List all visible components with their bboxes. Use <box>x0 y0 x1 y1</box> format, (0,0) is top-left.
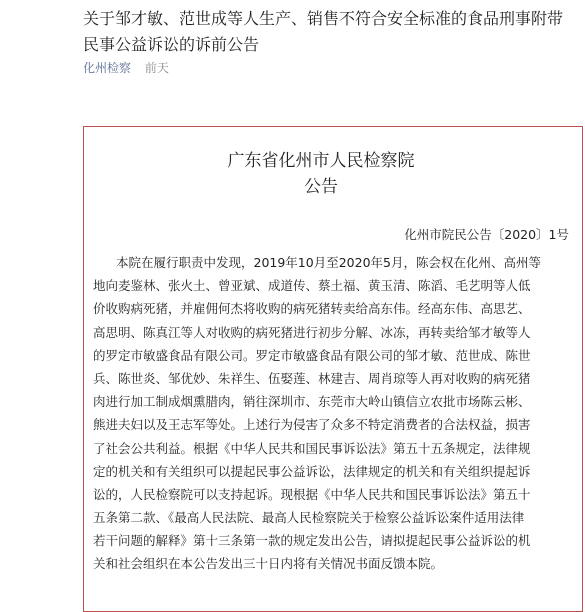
notice-body-line: 高思明、陈真江等人对收购的病死猪进行初步分解、冰冻，再转卖给邹才敏等人 <box>93 324 531 340</box>
notice-body-line: 熊进夫妇以及王志军等处。上述行为侵害了众多不特定消费者的合法权益，损害 <box>93 417 531 433</box>
notice-body-line: 地向麦鉴林、张火土、曾亚斌、成道传、蔡土福、黄玉清、陈滔、毛艺明等人低 <box>93 278 531 294</box>
notice-doc-type: 公告 <box>304 177 338 197</box>
notice-body-line: 肉进行加工制成烟熏腊肉，销往深圳市、东莞市大岭山镇信立农批市场陈云彬、 <box>93 394 531 410</box>
notice-body-line: 五条第二款、《最高人民法院、最高人民检察院关于检察公益诉讼案件适用法律 <box>93 510 525 526</box>
publish-time: 前天 <box>144 61 169 75</box>
article-meta <box>83 60 169 76</box>
notice-body-line: 关和社会组织在本公告发出三十日内将有关情况书面反馈本院。 <box>93 556 444 572</box>
notice-org-title: 广东省化州市人民检察院 <box>227 151 415 171</box>
notice-body-line: 定的机关和有关组织可以提起民事公益诉讼，法律规定的机关和有关组织提起诉 <box>93 463 531 479</box>
notice-body-line: 本院在履行职责中发现，2019年10月至2020年5月，陈会权在化州、高州等 <box>116 255 541 270</box>
notice-body-line: 若干问题的解释》第十三条第一款的规定发出公告，请拟提起民事公益诉讼的机 <box>93 533 531 549</box>
article-title: 关于邹才敏、范世成等人生产、销售不符合安全标准的食品刑事附带民事公益诉讼的诉前公告 <box>83 9 564 54</box>
notice-body-line: 讼的，人民检察院可以支持起诉。现根据《中华人民共和国民事诉讼法》第五十 <box>93 486 531 502</box>
notice-body <box>93 251 563 576</box>
notice-body-line: 兵、陈世炎、邹优妙、朱祥生、伍娶莲、林建吉、周肖琼等人再对收购的病死猪 <box>93 370 531 386</box>
account-name-link[interactable]: 化州检察 <box>83 61 132 75</box>
notice-body-line: 的罗定市敏盛食品有限公司。罗定市敏盛食品有限公司的邹才敏、范世成、陈世 <box>93 347 531 363</box>
notice-body-line: 了社会公共利益。根据《中华人民共和国民事诉讼法》第五十五条规定，法律规 <box>93 440 531 456</box>
notice-image <box>83 126 583 612</box>
notice-body-line: 价收购病死猪，并雇佣何杰将收购的病死猪转卖给高东伟。经高东伟、高思艺、 <box>93 301 531 317</box>
notice-doc-number: 化州市院民公告〔2020〕1号 <box>404 227 569 242</box>
